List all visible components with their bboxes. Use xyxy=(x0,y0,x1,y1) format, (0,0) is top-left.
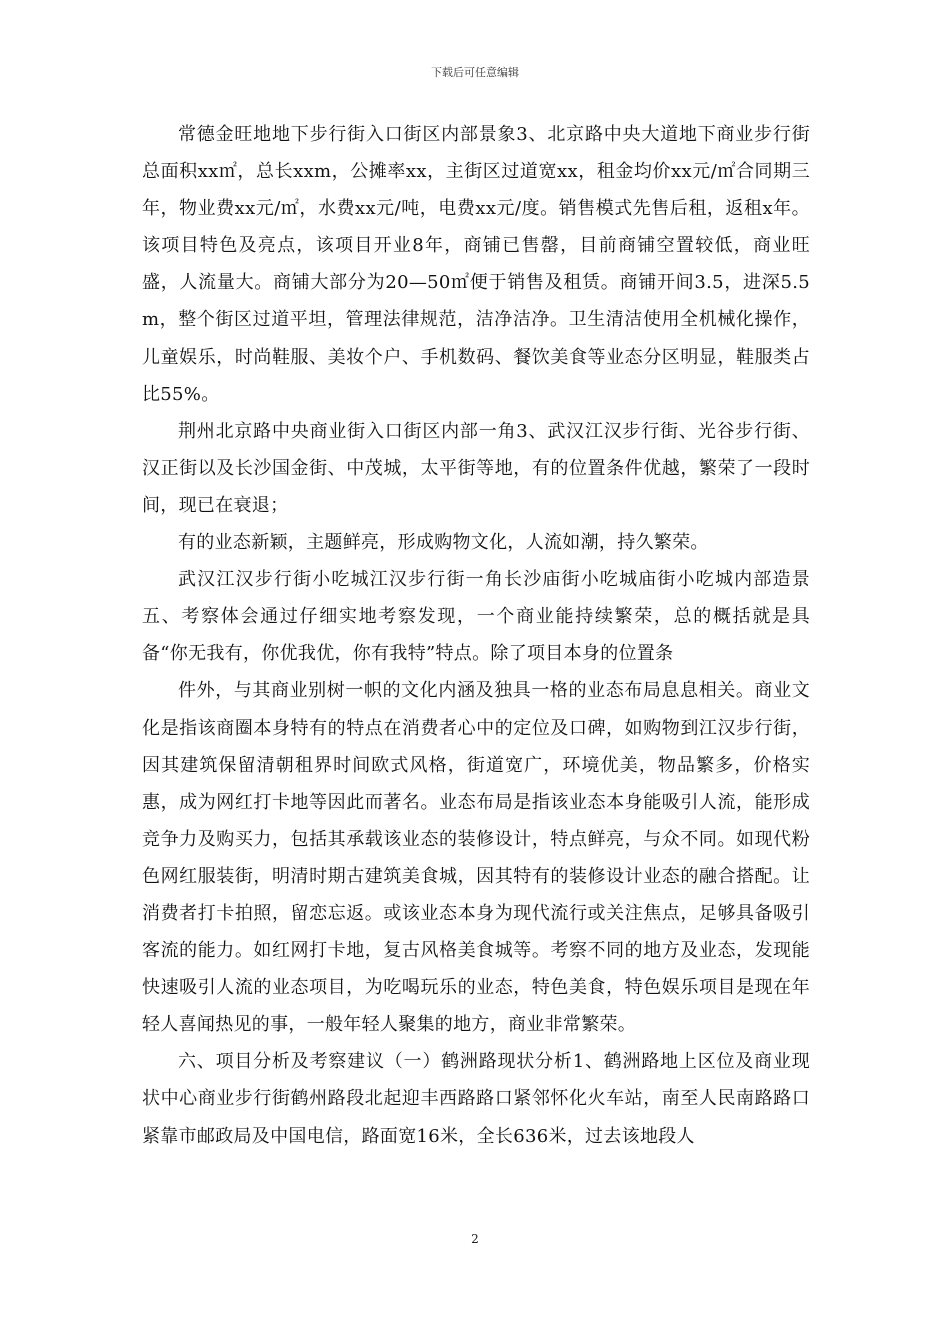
paragraph-commercial-culture: 件外，与其商业别树一帜的文化内涵及独具一格的业态布局息息相关。商业文化是指该商圈本身特有的特点在消费者心中的定位及口碑，如购物到江汉步行街，因其建筑保留清朝租界时间欧式风格，街道宽广，环境优美，物品繁多，价格实惠，成为网红打卡地等因此而著名。业态布局是指该业态本身能吸引人流，能形成竞争力及购买力，包括其承载该业态的装修设计，特点鲜亮，与众不同。如现代粉色网红服装街，明清时期古建筑美食城，因其特有的装修设计业态的融合搭配。让消费者打卡拍照，留恋忘返。或该业态本身为现代流行或关注焦点，足够具备吸引客流的能力。如红网打卡地，复古风格美食城等。考察不同的地方及业态，发现能快速吸引人流的业态项目，为吃喝玩乐的业态，特色美食，特色娱乐项目是现在年轻人喜闻热见的事，一般年轻人聚集的地方，商业非常繁荣。 xyxy=(142,680,810,1036)
document-body xyxy=(142,116,810,1155)
paragraph-inspection-insights: 武汉江汉步行街小吃城江汉步行街一角长沙庙街小吃城庙街小吃城内部造景五、考察体会通过仔细实地考察发现，一个商业能持续繁荣，总的概括就是具备“你无我有，你优我优，你有我特”特点。除了项目本身的位置条 xyxy=(142,569,810,665)
paragraph-jingzhou-wuhan: 荆州北京路中央商业街入口街区内部一角3、武汉江汉步行街、光谷步行街、汉正街以及长沙国金街、中茂城，太平街等地，有的位置条件优越，繁荣了一段时间，现已在衰退； xyxy=(142,420,810,516)
page-number: 2 xyxy=(471,1232,479,1246)
paragraph-underground-street: 常德金旺地地下步行街入口街区内部景象3、北京路中央大道地下商业步行街总面积xx㎡，总长xxm，公摊率xx，主街区过道宽xx，租金均价xx元/㎡合同期三年，物业费xx元/㎡，水费xx元/吨，电费xx元/度。销售模式先售后租，返租x年。该项目特色及亮点，该项目开业8年，商铺已售罄，目前商铺空置较低，商业旺盛，人流量大。商铺大部分为20—50㎡便于销售及租赁。商铺开间3.5，进深5.5m，整个街区过道平坦，管理法律规范，洁净洁净。卫生清洁使用全机械化操作，儿童娱乐，时尚鞋服、美妆个户、手机数码、餐饮美食等业态分区明显，鞋服类占比55%。 xyxy=(142,124,810,405)
page-header: 下载后可任意编辑 xyxy=(431,66,519,79)
paragraph-new-formats: 有的业态新颖，主题鲜亮，形成购物文化，人流如潮，持久繁荣。 xyxy=(178,532,709,554)
paragraph-project-analysis: 六、项目分析及考察建议（一）鹤洲路现状分析1、鹤洲路地上区位及商业现状中心商业步行街鹤州路段北起迎丰西路路口紧邻怀化火车站，南至人民南路路口紧靠市邮政局及中国电信，路面宽16米，全长636米，过去该地段人 xyxy=(142,1051,810,1147)
